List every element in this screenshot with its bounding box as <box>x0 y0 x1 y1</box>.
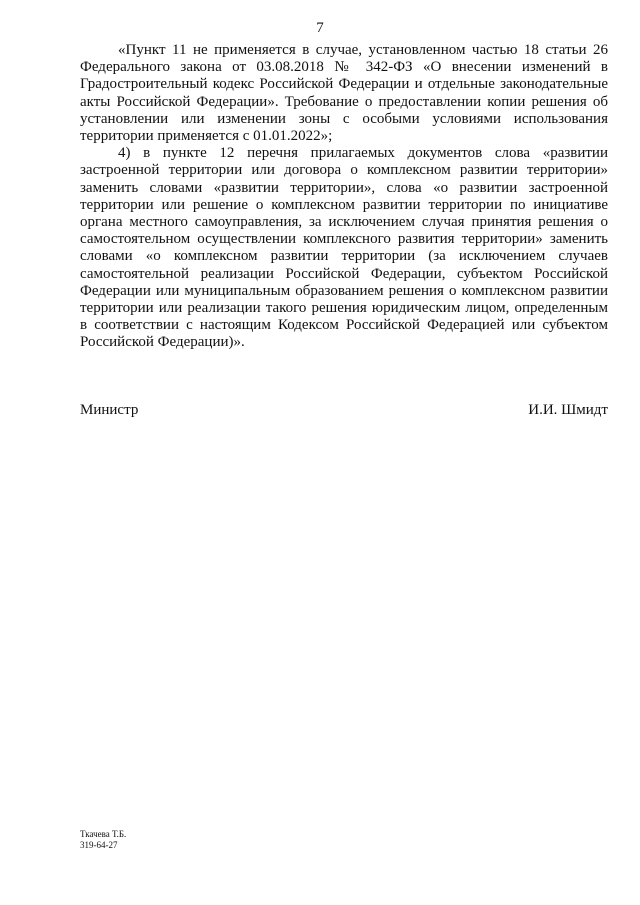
signatory-name: И.И. Шмидт <box>528 402 608 418</box>
body-text <box>80 42 608 352</box>
footer-executor <box>80 829 126 851</box>
page-number: 7 <box>316 20 324 36</box>
paragraph-item-4: 4) в пункте 12 перечня прилагаемых документов слова «развитии застроенной территории или договора о комплексном развитии территории» заменить словами «развитии территории», слова «о развитии застроенной территории или решение о комплексном развитии территории по инициативе органа местного самоуправления, за исключением случая принятия решения о самостоятельном осуществлении комплексного развития территории» заменить словами «о комплексном развитии территории (за исключением случаев самостоятельной реализации Российской Федерации, субъектом Российской Федерации или муниципальным образованием решения о комплексном развитии территории или реализации такого решения юридическим лицом, определенным в соответствии с настоящим Кодексом Российской Федерацией или субъектом Российской Федерации)». <box>80 145 608 351</box>
signatory-title: Министр <box>80 402 139 418</box>
executor-phone: 319-64-27 <box>80 840 118 850</box>
signature-block <box>80 402 608 419</box>
paragraph-amendment-clause-11: «Пункт 11 не применяется в случае, установленном частью 18 статьи 26 Федерального закона от 03.08.2018 № 342-ФЗ «О внесении изменений в Градостроительный кодекс Российской Федерации и отдельные законодательные акты Российской Федерации». Требование о предоставлении копии решения об установлении или изменении зоны с особыми условиями использования территории применяется с 01.01.2022»; <box>80 42 608 145</box>
executor-name: Ткачева Т.Б. <box>80 829 127 839</box>
